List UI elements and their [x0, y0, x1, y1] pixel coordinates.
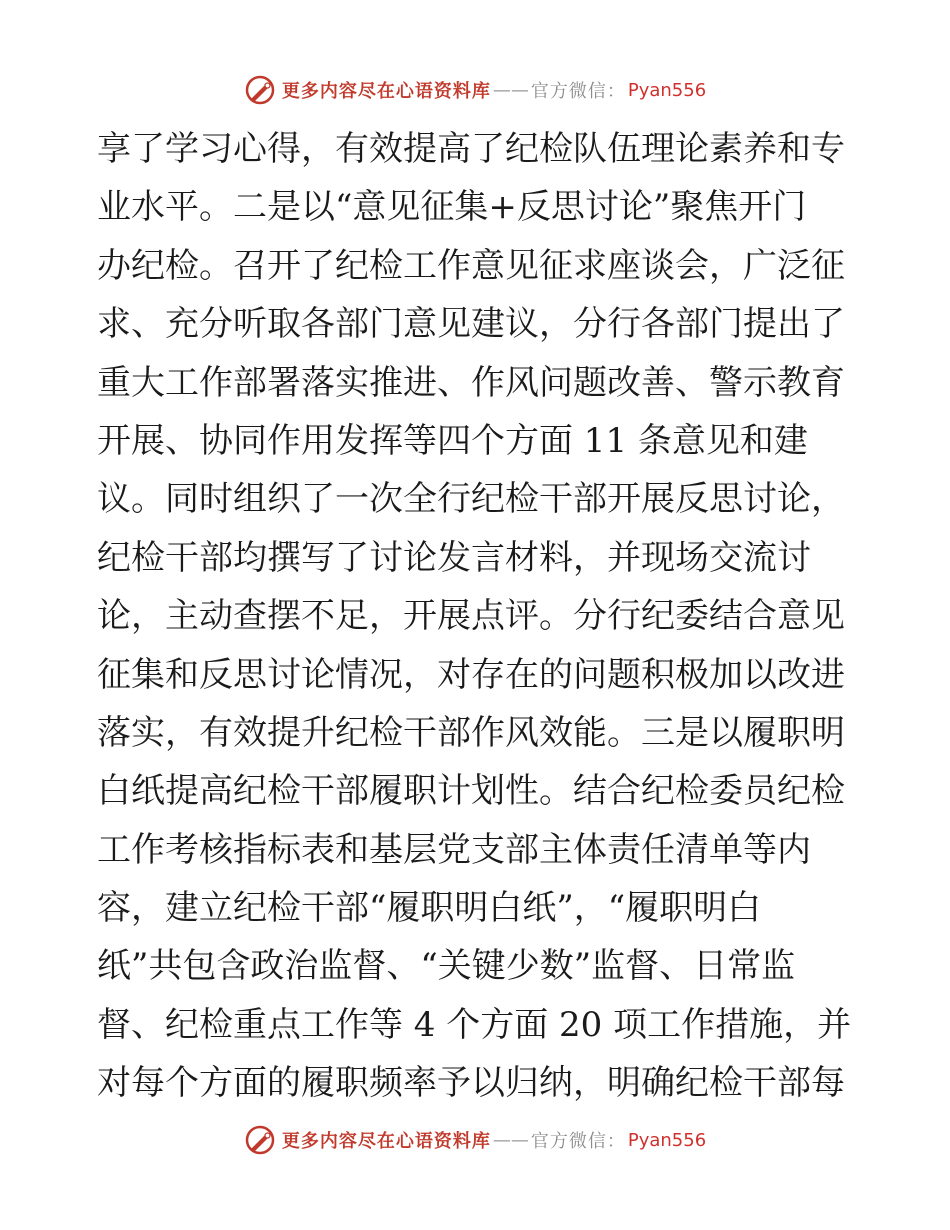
- body-line: 议。同时组织了一次全行纪检干部开展反思讨论，: [97, 479, 845, 520]
- pen-logo-icon: [244, 1124, 276, 1156]
- body-line: 办纪检。召开了纪检工作意见征求座谈会，广泛征: [97, 245, 845, 286]
- body-line: 纪检干部均撰写了讨论发言材料，并现场交流讨: [97, 537, 811, 578]
- pen-logo-icon: [244, 74, 276, 106]
- watermark-dash: ——: [492, 1129, 529, 1151]
- watermark-site-text: 更多内容尽在心语资料库: [281, 1131, 491, 1152]
- body-line: 开展、协同作用发挥等四个方面 11 条意见和建: [97, 420, 808, 461]
- watermark-wechat-id: Pyan556: [627, 1129, 707, 1151]
- header-watermark: [0, 70, 950, 110]
- body-line: 落实，有效提升纪检干部作风效能。三是以履职明: [97, 712, 845, 753]
- document-body: [97, 120, 857, 1113]
- body-line: 工作考核指标表和基层党支部主体责任清单等内: [97, 829, 811, 870]
- body-line: 享了学习心得，有效提高了纪检队伍理论素养和专: [97, 129, 845, 169]
- watermark-dash: ——: [492, 79, 529, 101]
- footer-watermark: [0, 1120, 950, 1160]
- watermark-site-text: 更多内容尽在心语资料库: [281, 81, 491, 102]
- body-line: 征集和反思讨论情况，对存在的问题积极加以改进: [97, 654, 845, 695]
- body-line: 对每个方面的履职频率予以归纳，明确纪检干部每: [97, 1063, 845, 1104]
- watermark-wechat-label: 官方微信：: [530, 1131, 626, 1152]
- body-line: 业水平。二是以“意见征集+反思讨论”聚焦开门: [97, 187, 807, 228]
- body-line: 重大工作部署落实推进、作风问题改善、警示教育: [97, 362, 845, 403]
- watermark-wechat-id: Pyan556: [627, 79, 707, 101]
- body-line: 容，建立纪检干部“履职明白纸”，“履职明白: [97, 888, 762, 929]
- body-line: 督、纪检重点工作等 4 个方面 20 项工作措施，并: [97, 1004, 852, 1045]
- body-line: 白纸提高纪检干部履职计划性。结合纪检委员纪检: [97, 771, 845, 812]
- body-line: 求、充分听取各部门意见建议，分行各部门提出了: [97, 304, 845, 345]
- body-line: 论，主动查摆不足，开展点评。分行纪委结合意见: [97, 596, 845, 637]
- watermark-wechat-label: 官方微信：: [530, 81, 626, 102]
- body-line: 纸”共包含政治监督、“关键少数”监督、日常监: [97, 946, 796, 987]
